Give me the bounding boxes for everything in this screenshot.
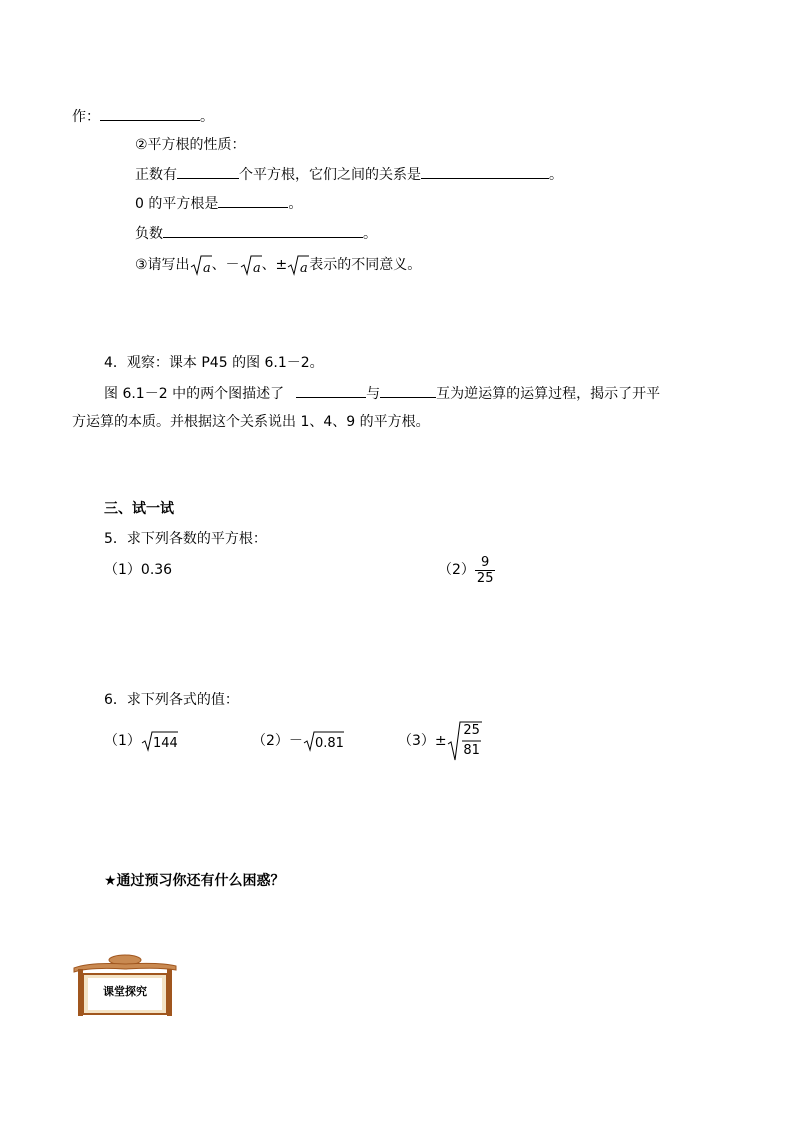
answer-blank[interactable] <box>380 383 436 398</box>
svg-text:a: a <box>300 261 309 276</box>
period: 。 <box>363 226 377 242</box>
item-label: （3）± <box>398 733 447 749</box>
text-segment: 、± <box>261 257 288 273</box>
q6-item2 <box>252 730 345 752</box>
period: 。 <box>288 196 303 212</box>
sqrt-a-icon <box>190 254 212 276</box>
svg-text:144: 144 <box>152 736 178 751</box>
answer-blank[interactable] <box>163 223 363 238</box>
fraction <box>475 555 496 586</box>
q4-line1 <box>104 383 660 404</box>
q5-item1: （1）0.36 <box>104 562 173 578</box>
property-line-positive <box>135 164 563 185</box>
answer-blank[interactable] <box>218 193 288 208</box>
item-label: （1） <box>104 733 141 749</box>
text-segment: 互为逆运算的运算过程，揭示了开平 <box>436 386 661 402</box>
answer-blank[interactable] <box>421 164 549 179</box>
property-heading: ②平方根的性质： <box>135 137 246 153</box>
meaning-line <box>135 253 421 277</box>
sqrt-a-icon <box>287 254 309 276</box>
fraction-numerator: 25 <box>463 723 480 738</box>
text-segment: 图 6.1－2 中的两个图描述了 <box>104 386 285 402</box>
svg-text:a: a <box>252 261 261 276</box>
fraction-denominator: 25 <box>476 570 494 586</box>
period: 。 <box>200 109 214 125</box>
q4-title: 4．观察：课本 P45 的图 6.1－2。 <box>104 355 324 371</box>
answer-blank[interactable] <box>296 383 366 398</box>
fraction-denominator: 81 <box>463 743 480 758</box>
q5-item2 <box>438 552 495 588</box>
sqrt-fraction <box>447 720 483 762</box>
answer-blank[interactable] <box>177 164 239 179</box>
svg-text:a: a <box>202 261 211 276</box>
text-segment: 负数 <box>135 226 163 242</box>
q4-line2: 方运算的本质。并根据这个关系说出 1、4、9 的平方根。 <box>72 414 430 430</box>
property-line-negative <box>135 223 377 244</box>
q6-item1 <box>104 730 179 752</box>
text-segment: 、－ <box>211 257 240 273</box>
q5-title: 5．求下列各数的平方根： <box>104 531 267 547</box>
svg-text:0.81: 0.81 <box>314 736 344 751</box>
doubts-prompt: ★通过预习你还有什么困惑？ <box>104 873 285 889</box>
zuo-line <box>72 106 214 127</box>
zuo-label: 作： <box>72 109 100 125</box>
q6-title: 6．求下列各式的值： <box>104 692 239 708</box>
text-segment: 个平方根，它们之间的关系是 <box>239 167 421 183</box>
property-line-zero <box>135 193 302 214</box>
text-segment: 表示的不同意义。 <box>309 257 422 273</box>
sqrt-a-icon <box>240 254 262 276</box>
answer-blank[interactable] <box>100 106 200 121</box>
sqrt-081-icon <box>303 730 345 752</box>
item-label: （2）－ <box>252 733 303 749</box>
text-segment: 0 的平方根是 <box>135 196 219 212</box>
text-segment: ③请写出 <box>135 257 190 273</box>
item-label: （2） <box>438 562 475 578</box>
text-segment: 与 <box>366 386 381 402</box>
fraction-numerator: 9 <box>475 555 496 571</box>
sqrt-144-icon <box>141 730 179 752</box>
class-explore-badge <box>70 952 180 1018</box>
q6-item3 <box>398 720 483 762</box>
text-segment: 正数有 <box>135 167 177 183</box>
badge-label: 课堂探究 <box>103 985 147 998</box>
section-heading: 三、试一试 <box>104 501 174 517</box>
period: 。 <box>549 167 563 183</box>
